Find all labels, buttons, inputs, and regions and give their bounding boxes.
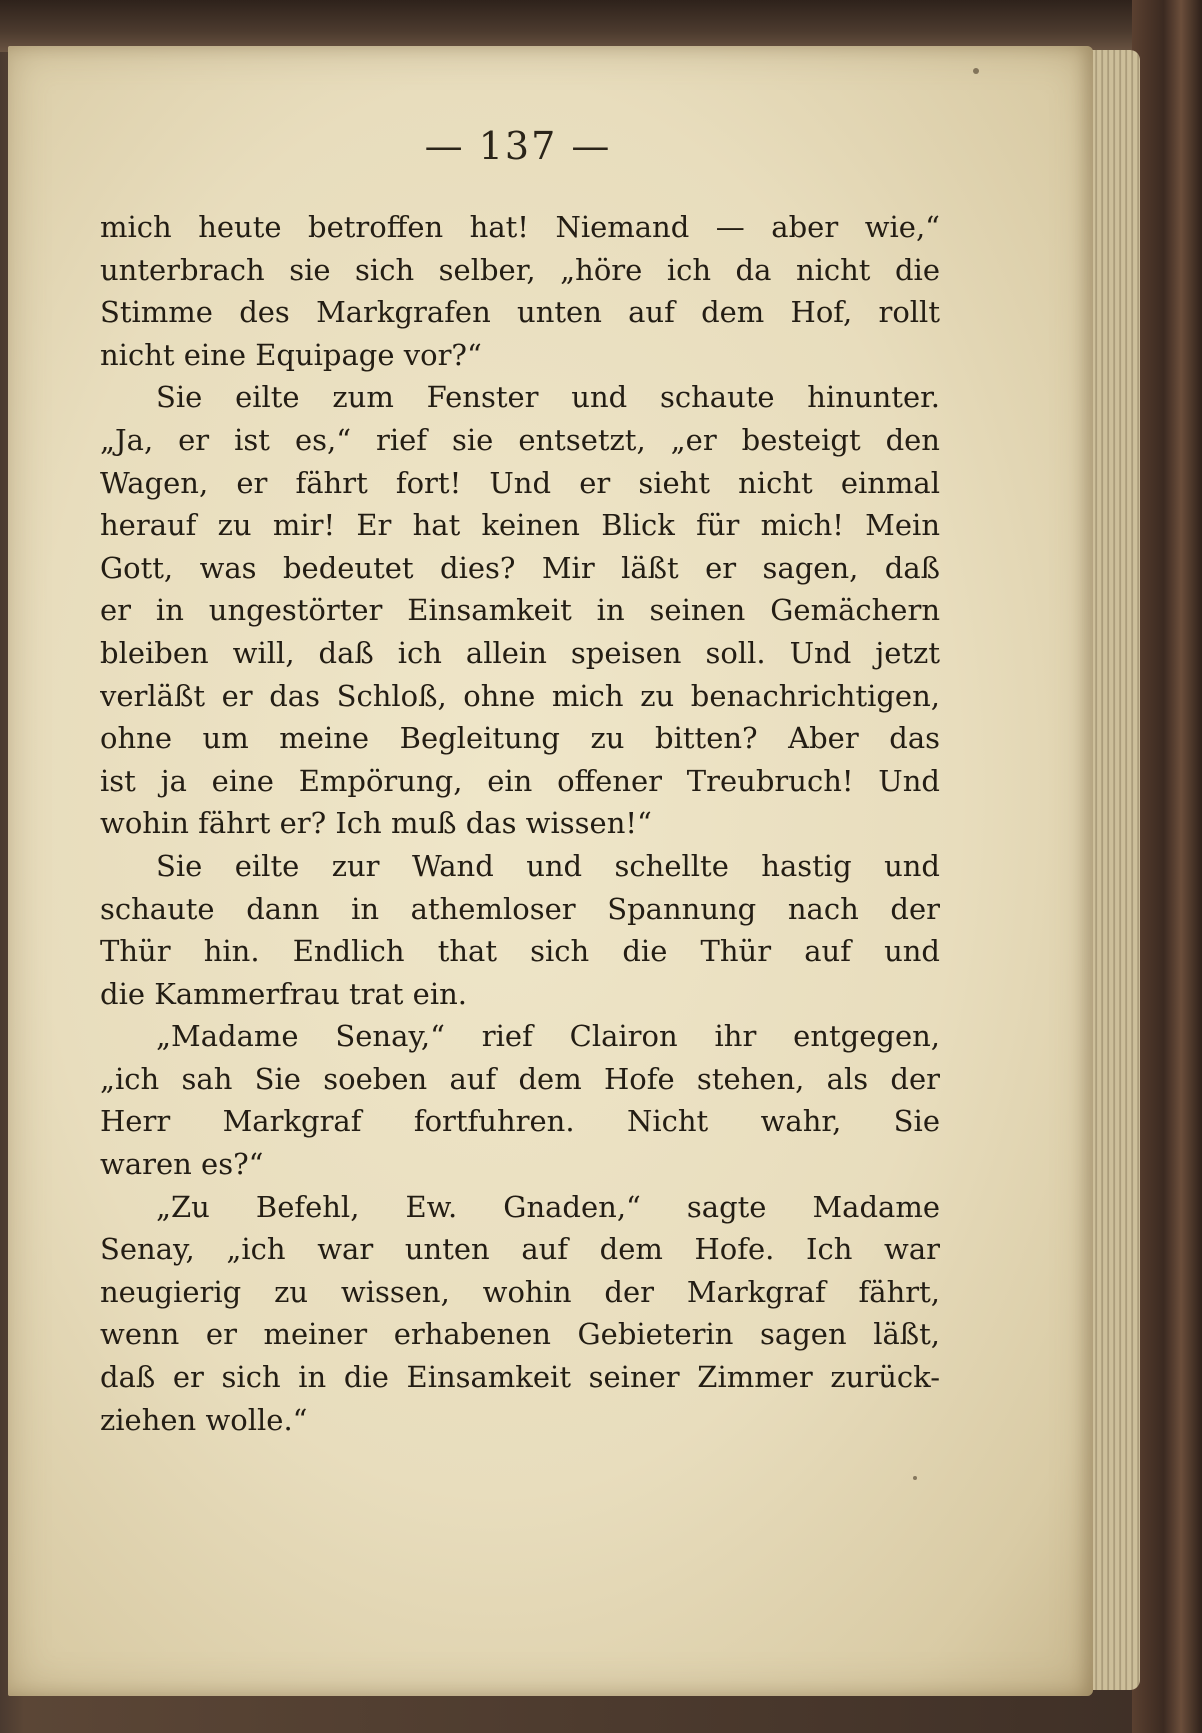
text-line: Thür hin. Endlich that sich die Thür auf und: [100, 934, 940, 969]
page-body-text: [100, 206, 940, 1441]
text-line: Wagen, er fährt fort! Und er sieht nicht einmal: [100, 465, 940, 500]
text-line: Stimme des Markgrafen unten auf dem Hof, rollt: [100, 295, 940, 330]
text-line: verläßt er das Schloß, ohne mich zu benachrichtigen,: [100, 678, 940, 713]
text-line: Senay, „ich war unten auf dem Hofe. Ich war: [100, 1232, 940, 1267]
text-line: „Ja, er ist es,“ rief sie entsetzt, „er besteigt den: [100, 422, 940, 457]
page-number: — 137 —: [424, 124, 612, 168]
text-line: Sie eilte zur Wand und schellte hastig und: [156, 848, 940, 883]
text-line: neugierig zu wissen, wohin der Markgraf fährt,: [100, 1274, 940, 1309]
paper-speck: [973, 68, 979, 74]
text-line: bleiben will, daß ich allein speisen soll. Und jetzt: [100, 635, 940, 670]
text-line: waren es?“: [100, 1147, 264, 1182]
text-line: daß er sich in die Einsamkeit seiner Zimmer zurück-: [100, 1360, 940, 1395]
text-line: mich heute betroffen hat! Niemand — aber wie,“: [100, 210, 940, 244]
text-line: „ich sah Sie soeben auf dem Hofe stehen, als der: [100, 1061, 940, 1096]
text-line: er in ungestörter Einsamkeit in seinen Gemächern: [100, 593, 940, 628]
text-line: die Kammerfrau trat ein.: [100, 976, 467, 1011]
paper-speck: [913, 1476, 917, 1480]
text-line: „Madame Senay,“ rief Clairon ihr entgegen,: [156, 1019, 940, 1054]
text-line: ziehen wolle.“: [100, 1402, 308, 1437]
text-line: schaute dann in athemloser Spannung nach der: [100, 891, 940, 926]
text-line: „Zu Befehl, Ew. Gnaden,“ sagte Madame: [156, 1189, 940, 1224]
text-line: ist ja eine Empörung, ein offener Treubruch! Und: [100, 763, 940, 798]
text-line: ohne um meine Begleitung zu bitten? Aber das: [100, 721, 940, 756]
text-line: Herr Markgraf fortfuhren. Nicht wahr, Sie: [100, 1104, 940, 1139]
book-page: [8, 46, 1093, 1696]
book-cover-spine-edge: [1132, 0, 1202, 1733]
text-line: unterbrach sie sich selber, „höre ich da nicht die: [100, 252, 940, 287]
text-line: wohin fährt er? Ich muß das wissen!“: [100, 806, 652, 841]
text-line: nicht eine Equipage vor?“: [100, 337, 482, 372]
text-line: Gott, was bedeutet dies? Mir läßt er sagen, daß: [100, 550, 940, 585]
text-line: herauf zu mir! Er hat keinen Blick für mich! Mein: [100, 508, 940, 543]
book-cover-top-edge: [0, 0, 1202, 52]
text-line: wenn er meiner erhabenen Gebieterin sagen läßt,: [100, 1317, 940, 1352]
text-line: Sie eilte zum Fenster und schaute hinunter.: [156, 380, 940, 415]
